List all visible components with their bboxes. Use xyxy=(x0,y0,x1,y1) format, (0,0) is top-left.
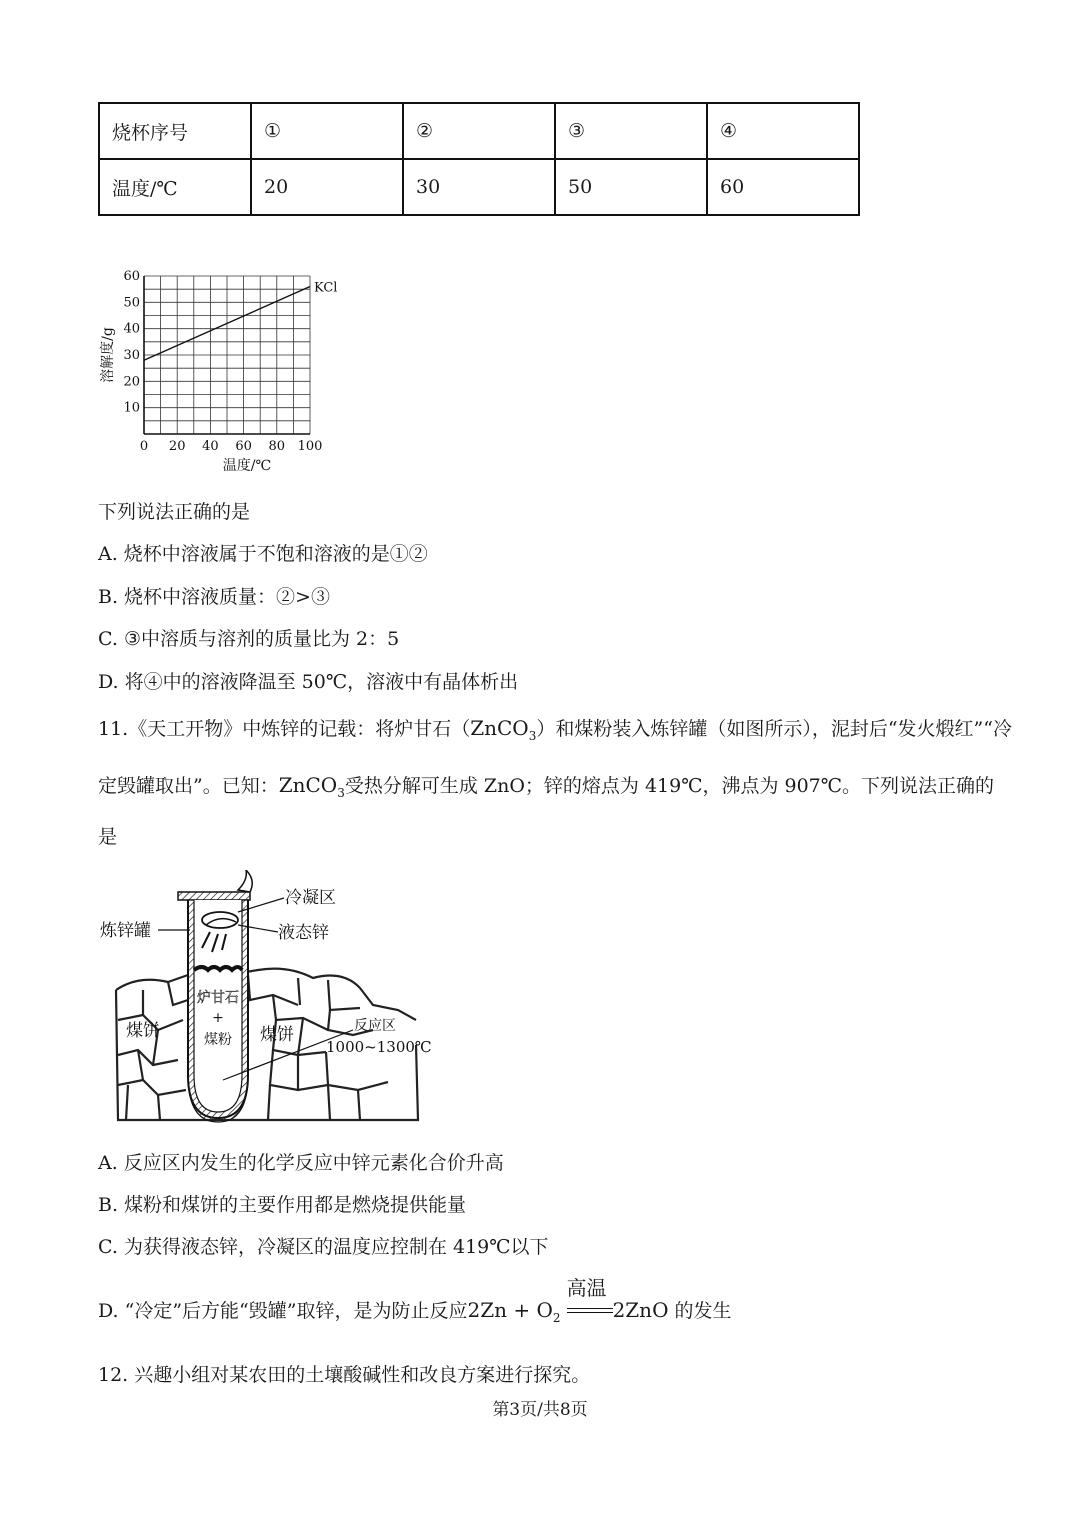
option-a: A. 反应区内发生的化学反应中锌元素化合价升高 xyxy=(98,1152,504,1174)
subscript: 3 xyxy=(528,728,537,743)
label-coal-powder: 煤粉 xyxy=(204,1032,232,1048)
text: 的发生 xyxy=(674,1300,732,1322)
text: ）和煤粉装入炼锌罐（如图所示），泥封后“发火煅红”“冷 xyxy=(536,718,1012,740)
equal-sign xyxy=(567,1312,613,1313)
y-axis-label: 溶解度/g xyxy=(100,327,116,383)
question-11-line-3: 是 xyxy=(98,826,118,848)
zinc-smelting-figure xyxy=(98,870,438,1130)
label-briquette-right: 煤饼 xyxy=(260,1025,294,1045)
x-tick-label: 20 xyxy=(168,439,186,454)
formula: 2Zn + O xyxy=(467,1298,553,1322)
x-axis-label: 温度/℃ xyxy=(222,458,272,474)
y-tick-label: 60 xyxy=(123,269,140,284)
label-briquette-left: 煤饼 xyxy=(126,1021,160,1041)
option-d xyxy=(98,1276,732,1325)
text: 受热分解可生成 ZnO；锌的熔点为 419℃，沸点为 907℃。下列说法正确的 xyxy=(344,775,995,797)
option-a: A. 烧杯中溶液属于不饱和溶液的是①② xyxy=(98,543,428,565)
chart-grid xyxy=(144,276,310,434)
label-pot: 炼锌罐 xyxy=(100,921,151,941)
question-11-line-2 xyxy=(98,771,994,800)
y-tick-label: 10 xyxy=(123,400,140,416)
x-tick-label: 0 xyxy=(139,439,149,454)
label-temperature: 1000~1300℃ xyxy=(326,1038,432,1056)
table-cell: 50 xyxy=(555,159,707,215)
table-cell: 60 xyxy=(707,159,859,215)
question-stem: 下列说法正确的是 xyxy=(98,501,251,523)
label-reaction-zone: 反应区 xyxy=(354,1018,396,1034)
x-tick-label: 60 xyxy=(235,439,252,454)
x-tick-label: 80 xyxy=(268,439,286,454)
formula: ZnCO xyxy=(470,716,529,740)
label-plus: + xyxy=(212,1010,224,1026)
table-cell: ② xyxy=(403,103,555,159)
option-b: B. 烧杯中溶液质量：②>③ xyxy=(98,586,330,608)
table-row xyxy=(99,159,859,215)
formula: 2ZnO xyxy=(612,1298,669,1322)
chart-ticks xyxy=(123,269,322,454)
equal-sign xyxy=(567,1308,613,1309)
table-cell: ③ xyxy=(555,103,707,159)
table-cell: ① xyxy=(251,103,403,159)
table-cell: 30 xyxy=(403,159,555,215)
label-condense: 冷凝区 xyxy=(285,888,336,908)
question-11-line-1 xyxy=(98,714,1012,743)
table-cell: 温度/℃ xyxy=(99,159,251,215)
series-label: KCl xyxy=(314,280,338,296)
table-cell: 烧杯序号 xyxy=(99,103,251,159)
label-liquid-zinc: 液态锌 xyxy=(278,923,329,943)
y-tick-label: 40 xyxy=(123,321,140,337)
formula: ZnCO xyxy=(278,773,338,797)
table-cell: 20 xyxy=(251,159,403,215)
text: 11.《天工开物》中炼锌的记载：将炉甘石（ xyxy=(98,718,471,740)
solubility-chart xyxy=(90,262,360,482)
option-d: D. 将④中的溶液降温至 50℃，溶液中有晶体析出 xyxy=(98,671,519,693)
table-cell: ④ xyxy=(707,103,859,159)
label-ore: 炉甘石 xyxy=(197,990,239,1006)
y-tick-label: 20 xyxy=(123,374,140,390)
subscript: 2 xyxy=(552,1310,561,1325)
x-tick-label: 40 xyxy=(202,439,219,454)
subscript: 3 xyxy=(337,785,345,800)
y-tick-label: 50 xyxy=(123,295,140,311)
option-c: C. ③中溶质与溶剂的质量比为 2：5 xyxy=(98,628,400,650)
page-footer: 第3页/共8页 xyxy=(492,1400,588,1420)
text: 定毁罐取出”。已知： xyxy=(98,775,279,797)
text: D. “冷定”后方能“毁罐”取锌，是为防止反应 xyxy=(98,1300,468,1322)
x-tick-label: 100 xyxy=(297,439,323,454)
table-row xyxy=(99,103,859,159)
option-c: C. 为获得液态锌，冷凝区的温度应控制在 419℃以下 xyxy=(98,1236,549,1258)
question-12: 12. 兴趣小组对某农田的土壤酸碱性和改良方案进行探究。 xyxy=(98,1364,591,1386)
reaction-condition xyxy=(566,1276,613,1322)
y-tick-label: 30 xyxy=(123,348,140,363)
beaker-table xyxy=(98,102,860,216)
option-b: B. 煤粉和煤饼的主要作用都是燃烧提供能量 xyxy=(98,1194,467,1216)
condition-label: 高温 xyxy=(566,1276,607,1300)
